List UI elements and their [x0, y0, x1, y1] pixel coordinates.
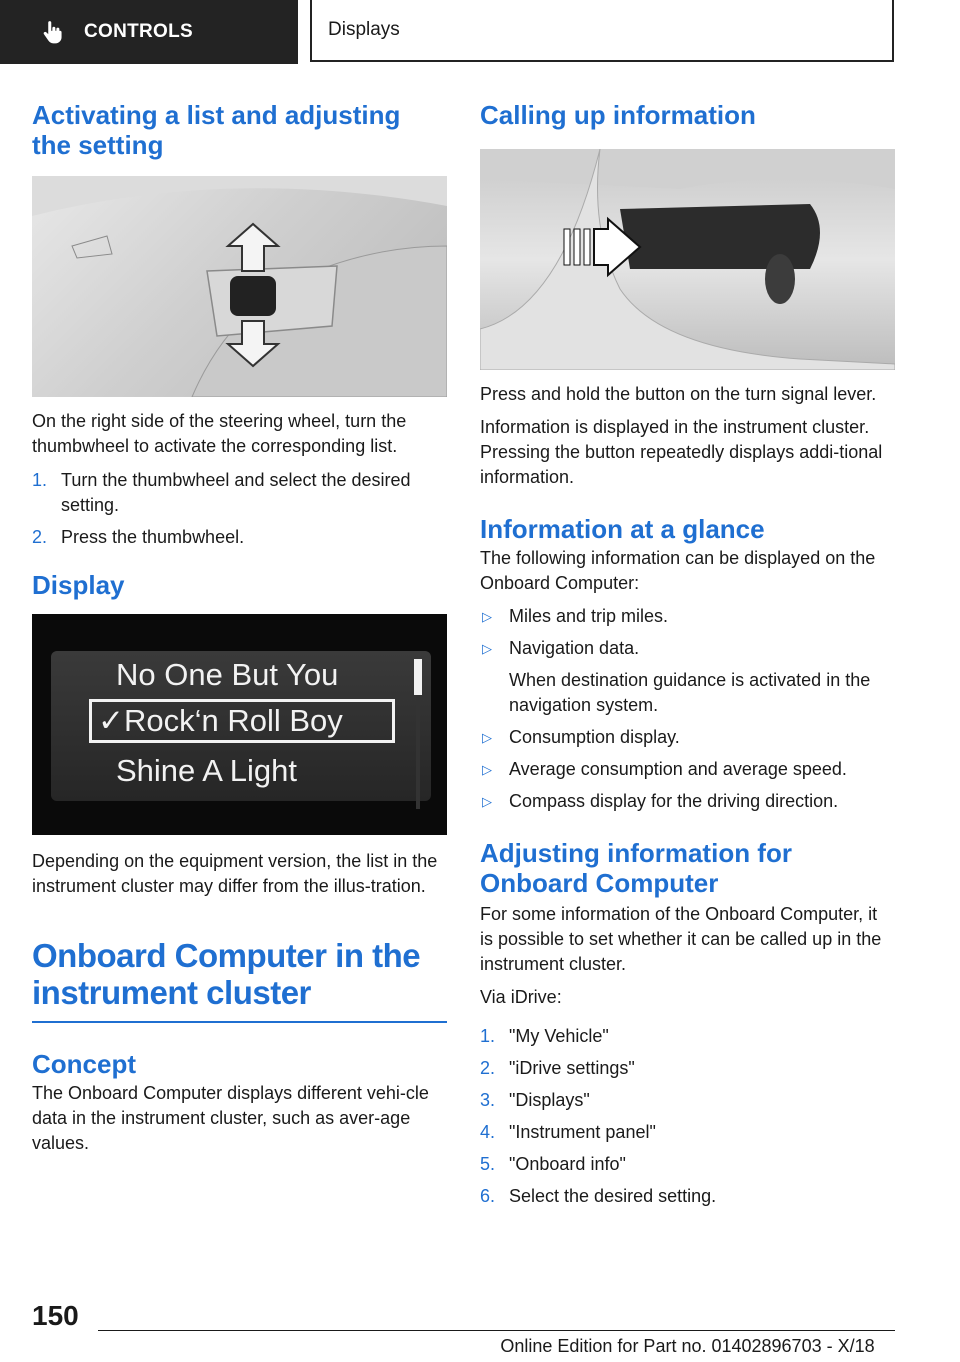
step-number: 2.: [480, 1058, 496, 1078]
list-item: [480, 1088, 895, 1113]
scrollbar-thumb: [414, 659, 422, 695]
heading-activating-list: [32, 100, 447, 160]
heading-display: Display: [32, 570, 125, 600]
idrive-steps-list: [480, 1024, 895, 1209]
heading-adjusting-information: [480, 838, 895, 898]
item-note: When destination guidance is activated in the navigation system.: [509, 670, 871, 715]
step-number: 2.: [32, 527, 48, 547]
edition-note: Online Edition for Part no. 01402896703 - X/18: [500, 1336, 875, 1356]
paragraph: Depending on the equipment version, the list in the instrument cluster may differ from the illus-tration.: [32, 851, 438, 896]
list-item: [480, 1184, 895, 1209]
turn-signal-lever-drawing: [480, 149, 895, 370]
list-entry: Shine A Light: [116, 753, 297, 788]
step-text: "Onboard info": [509, 1154, 626, 1174]
section-tab: [0, 0, 298, 64]
step-text: "iDrive settings": [509, 1058, 635, 1078]
list-item: [480, 1120, 895, 1145]
step-text: "My Vehicle": [509, 1026, 609, 1046]
paragraph: The following information can be displayed on the Onboard Computer:: [480, 548, 876, 593]
step-number: 3.: [480, 1090, 496, 1110]
paragraph: Via iDrive:: [480, 987, 562, 1007]
steps-list: [32, 468, 447, 550]
left-column: [32, 100, 447, 1156]
chapter-tab: [310, 0, 894, 62]
section-divider: [32, 1021, 447, 1023]
list-item: [480, 1152, 895, 1177]
item-text: Consumption display.: [509, 727, 680, 747]
heading-calling-up-information: Calling up information: [480, 100, 756, 130]
heading-line: Onboard Computer in the: [32, 937, 421, 974]
steering-wheel-illustration: [32, 176, 447, 397]
heading-line: Onboard Computer: [480, 868, 719, 898]
paragraph: Press and hold the button on the turn signal lever.: [480, 384, 877, 404]
list-entry-selected: ✓Rock‘n Roll Boy: [98, 703, 343, 738]
paragraph: For some information of the Onboard Computer, it is possible to set whether it can be called up in the instrument cluster.: [480, 904, 882, 974]
step-text: Select the desired setting.: [509, 1186, 717, 1206]
list-item: [32, 468, 447, 518]
hand-pointer-icon: [40, 19, 66, 45]
item-text: Navigation data.: [509, 638, 640, 658]
triangle-bullet-icon: ▷: [482, 794, 492, 809]
list-item: [480, 789, 895, 814]
step-number: 4.: [480, 1122, 496, 1142]
paragraph: On the right side of the steering wheel, turn the thumbwheel to activate the corresponding list.: [32, 411, 407, 456]
information-list: [480, 604, 895, 814]
turn-signal-lever-illustration: [480, 149, 895, 370]
list-item: [32, 525, 447, 550]
section-title: CONTROLS: [84, 21, 194, 42]
heading-line: Activating a list and adjusting: [32, 100, 401, 130]
step-number: 6.: [480, 1186, 496, 1206]
item-text: Compass display for the driving direction.: [509, 791, 839, 811]
step-text: Press the thumbwheel.: [61, 527, 245, 547]
paragraph: The Onboard Computer displays different vehi-cle data in the instrument cluster, such as aver-age values.: [32, 1083, 429, 1153]
step-number: 1.: [32, 470, 48, 490]
list-item: [480, 636, 895, 718]
heading-line: instrument cluster: [32, 974, 311, 1011]
step-number: 5.: [480, 1154, 496, 1174]
step-text: "Instrument panel": [509, 1122, 656, 1142]
step-number: 1.: [480, 1026, 496, 1046]
heading-concept: Concept: [32, 1049, 136, 1079]
list-item: [480, 1056, 895, 1081]
chapter-title: Displays: [328, 19, 400, 40]
list-item: [480, 604, 895, 629]
list-entry: No One But You: [116, 657, 339, 692]
page-number: 150: [32, 1300, 79, 1331]
step-text: Turn the thumbwheel and select the desired setting.: [61, 470, 411, 515]
paragraph: Information is displayed in the instrument cluster. Pressing the button repeatedly displays addi-tional information.: [480, 417, 883, 487]
step-text: "Displays": [509, 1090, 590, 1110]
item-text: Average consumption and average speed.: [509, 759, 847, 779]
heading-onboard-computer: [32, 937, 447, 1011]
list-item: [480, 725, 895, 750]
heading-line: Adjusting information for: [480, 838, 792, 868]
right-column: [480, 100, 895, 1209]
steering-wheel-drawing: [32, 176, 447, 397]
footer-divider: [98, 1330, 895, 1331]
triangle-bullet-icon: ▷: [482, 762, 492, 777]
triangle-bullet-icon: ▷: [482, 609, 492, 624]
heading-information-at-a-glance: Information at a glance: [480, 514, 765, 544]
triangle-bullet-icon: ▷: [482, 641, 492, 656]
list-item: [480, 1024, 895, 1049]
display-illustration: [32, 614, 447, 835]
cluster-screen: [51, 651, 431, 801]
list-item: [480, 757, 895, 782]
item-text: Miles and trip miles.: [509, 606, 669, 626]
heading-line: the setting: [32, 130, 164, 160]
triangle-bullet-icon: ▷: [482, 730, 492, 745]
